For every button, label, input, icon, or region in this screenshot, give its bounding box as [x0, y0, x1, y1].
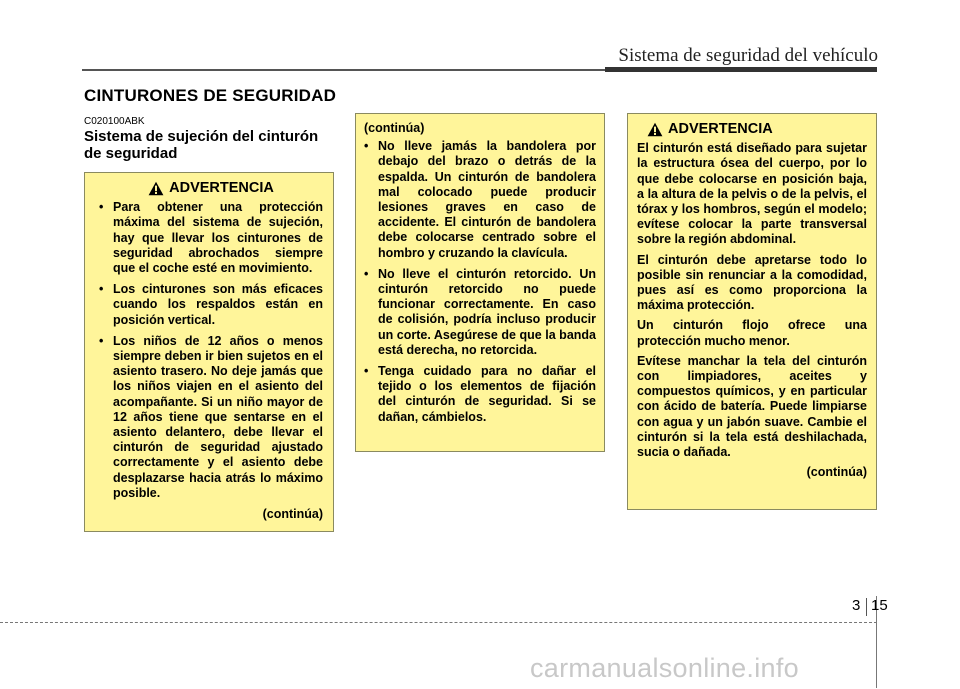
warning-heading-text: ADVERTENCIA — [169, 180, 274, 196]
list-item: • Los niños de 12 años o menos siempre deben ir bien sujetos en el asiento trasero. No deje jamás que los niños viajen en el asiento del acompañante. Si un niño mayor de 12 años tiene que sentarse en el asiento delantero, debe llevar el cinturón de seguridad ajustado correctamente y el asiento debe desplazarse hacia atrás lo máximo posible. — [99, 334, 323, 501]
list-item: • Los cinturones son más eficaces cuando los respaldos están en posición vertical. — [99, 282, 323, 328]
footer-rule — [0, 622, 877, 623]
list-item: • No lleve el cinturón retorcido. Un cinturón retorcido no puede funcionar correctamente. En caso de colisión, podría incluso producir un corte. Asegúrese de que la banda está derecha, no retorcida. — [364, 267, 596, 358]
subsection-title: Sistema de sujeción del cinturón de seguridad — [84, 128, 319, 162]
warning-heading — [637, 122, 867, 137]
warning-heading-text: ADVERTENCIA — [668, 121, 773, 137]
warning-list — [364, 139, 596, 425]
warning-paragraph: Evítese manchar la tela del cinturón con limpiadores, aceites y compuestos químicos, y en particular con ácido de batería. Puede limpiarse con agua y un jabón suave. Cambie el cinturón si la tela está deshilachada, sucia o dañada. — [637, 353, 867, 460]
continued-label: (continúa) — [806, 465, 867, 480]
warning-triangle-icon — [647, 122, 663, 137]
list-item: • Tenga cuidado para no dañar el tejido o los elementos de fijación del cinturón de seguridad. Si se dañan, cámbielos. — [364, 364, 596, 425]
warning-paragraph: El cinturón debe apretarse todo lo posible sin renunciar a la comodidad, pues así es como proporciona la máxima protección. — [637, 252, 867, 313]
document-code: C020100ABK — [84, 116, 145, 127]
watermark: carmanualsonline.info — [530, 653, 799, 683]
warning-paragraph: El cinturón está diseñado para sujetar la estructura ósea del cuerpo, por lo que debe colocarse en posición baja, a la altura de la pelvis o de la pelvis, el tórax y los hombros, según el modelo; evítese colocar la parte transversal sobre la región abdominal. — [637, 141, 867, 247]
list-item: • No lleve jamás la bandolera por debajo del brazo o detrás de la espalda. Un cinturón de bandolera mal colocado puede producir lesiones graves en caso de accidente. El cinturón de bandolera debe colocarse centrado sobre el hombro y cruzando la clavícula. — [364, 139, 596, 261]
warning-paragraph: Un cinturón flojo ofrece una protección mucho menor. — [637, 318, 867, 348]
running-header-title: Sistema de seguridad del vehículo — [618, 45, 878, 66]
header-rule-accent — [605, 67, 877, 72]
page-number: 15 — [871, 597, 888, 614]
continued-label: (continúa) — [364, 121, 425, 135]
warning-list — [99, 200, 323, 501]
chapter-number: 3 — [852, 597, 861, 614]
page-number-divider — [866, 598, 867, 616]
warning-box-seatbelt-use — [84, 172, 334, 532]
warning-triangle-icon — [148, 181, 164, 196]
warning-box-belt-positioning — [627, 113, 877, 510]
warning-box-continued — [355, 113, 605, 452]
section-title: CINTURONES DE SEGURIDAD — [84, 86, 337, 105]
warning-heading — [99, 181, 323, 196]
continued-label: (continúa) — [262, 507, 323, 522]
list-item: • Para obtener una protección máxima del sistema de sujeción, hay que llevar los cinturones de seguridad abrochados siempre que el coche esté en movimiento. — [99, 200, 323, 276]
